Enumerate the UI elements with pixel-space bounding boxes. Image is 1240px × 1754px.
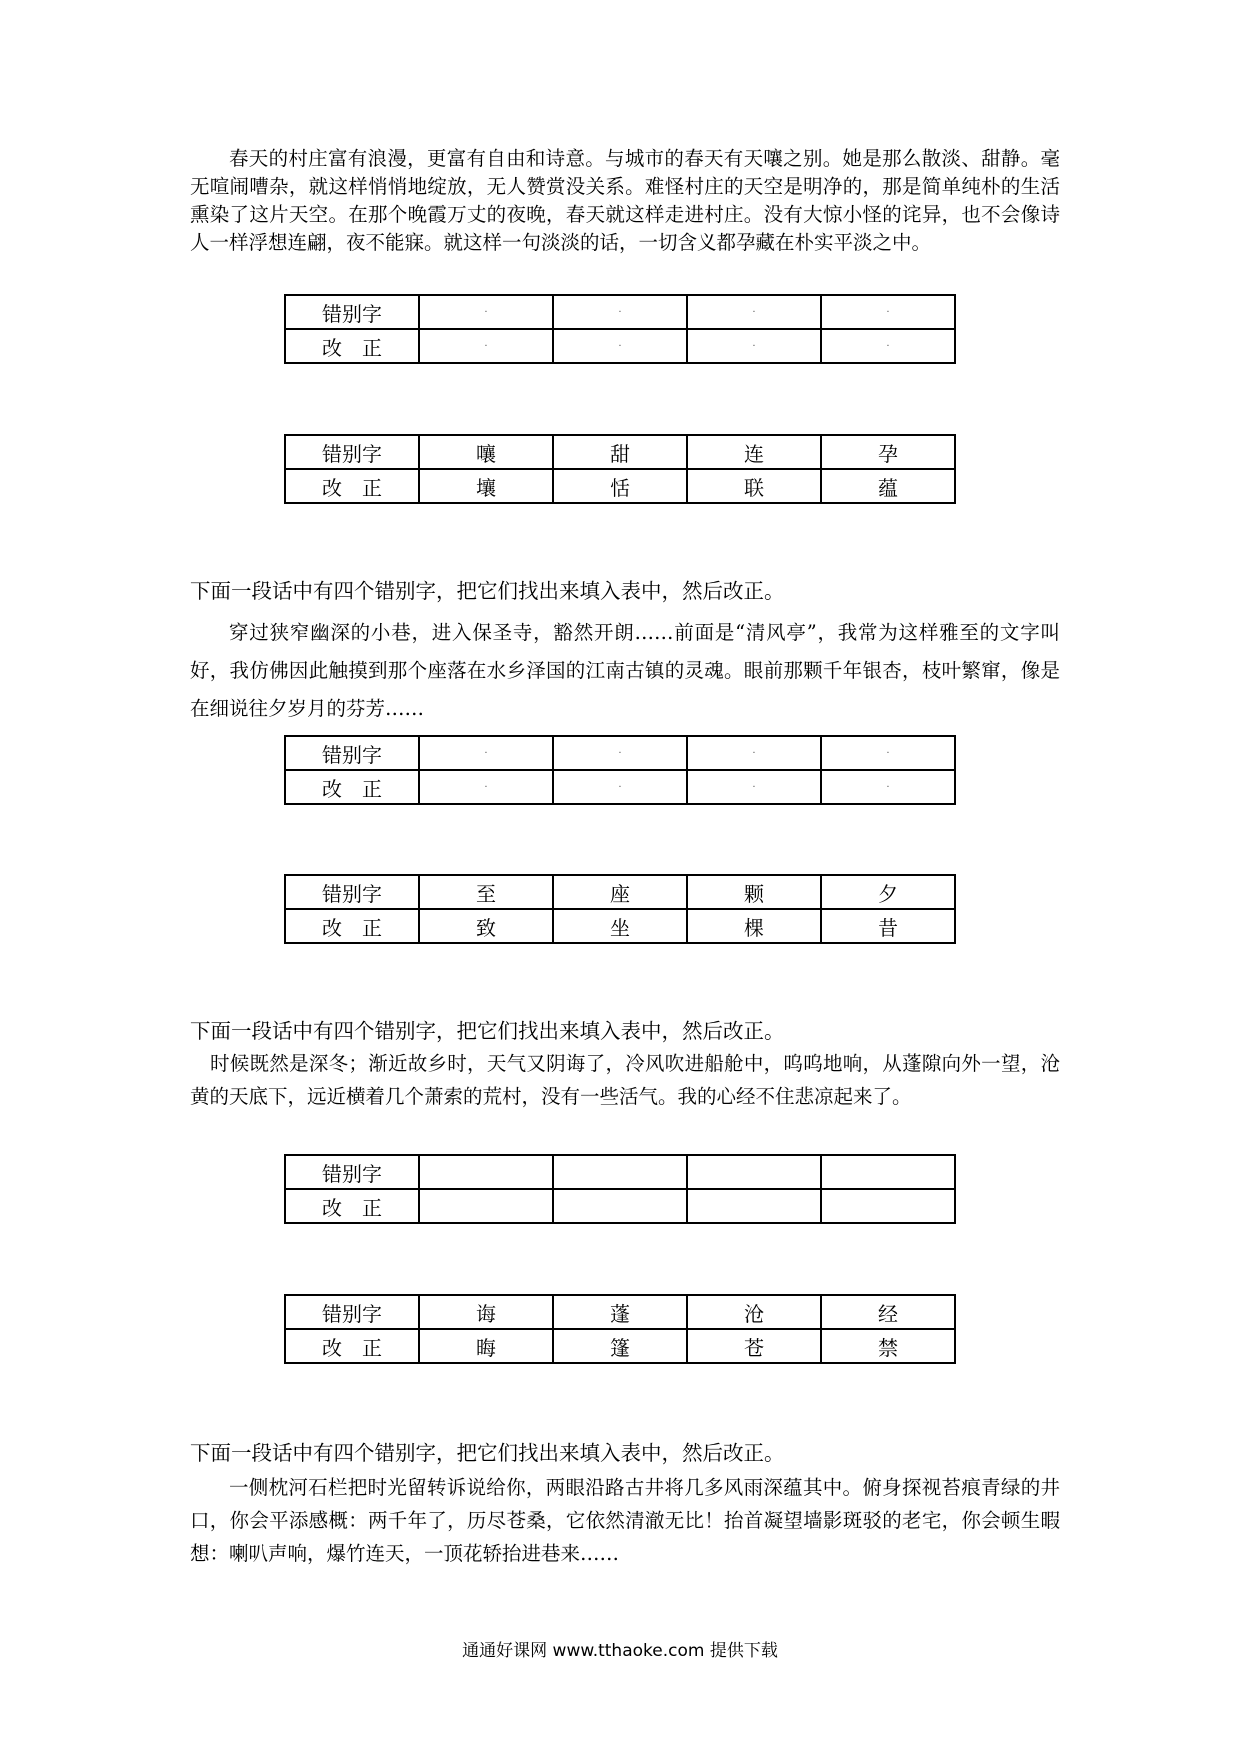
answer-cell: 篷 bbox=[553, 1329, 687, 1363]
answer-cell: 晦 bbox=[419, 1329, 553, 1363]
passage-4: 一侧枕河石栏把时光留转诉说给你，两眼沿路古井将几多风雨深蕴其中。俯身探视苔痕青绿的井口，你会平添感概：两千年了，历尽苍桑，它依然清澈无比！抬首凝望墙影斑驳的老宅，你会顿生暇想：喇叭声响，爆竹连天，一顶花轿抬进巷来…… bbox=[190, 1476, 1060, 1565]
answer-cell: 沧 bbox=[687, 1295, 821, 1329]
answer-cell: 联 bbox=[687, 469, 821, 503]
answer-cell: 蓬 bbox=[553, 1295, 687, 1329]
blank-cell[interactable]: · bbox=[821, 295, 955, 329]
instruction-3: 下面一段话中有四个错别字，把它们找出来填入表中，然后改正。 bbox=[190, 1019, 785, 1043]
blank-cell[interactable]: · bbox=[821, 770, 955, 804]
blank-table-3 bbox=[284, 1154, 956, 1224]
answer-cell: 座 bbox=[553, 875, 687, 909]
answer-cell: 蕴 bbox=[821, 469, 955, 503]
blank-cell[interactable]: · bbox=[821, 329, 955, 363]
label-correct: 改 正 bbox=[285, 909, 419, 943]
blank-cell[interactable] bbox=[687, 1155, 821, 1189]
answer-cell: 经 bbox=[821, 1295, 955, 1329]
answer-cell: 苍 bbox=[687, 1329, 821, 1363]
label-correct: 改 正 bbox=[285, 329, 419, 363]
answer-table-2 bbox=[284, 874, 956, 944]
label-correct: 改 正 bbox=[285, 1329, 419, 1363]
blank-cell[interactable] bbox=[687, 1189, 821, 1223]
passage-2: 穿过狭窄幽深的小巷，进入保圣寺，豁然开朗……前面是“清风亭”，我常为这样雅至的文字叫好，我仿佛因此触摸到那个座落在水乡泽国的江南古镇的灵魂。眼前那颗千年银杏，枝叶繁窜，像是在细说往夕岁月的芬芳…… bbox=[190, 621, 1060, 720]
blank-cell[interactable]: · bbox=[419, 329, 553, 363]
blank-cell[interactable]: · bbox=[553, 736, 687, 770]
blank-cell[interactable]: · bbox=[687, 736, 821, 770]
blank-cell[interactable] bbox=[821, 1189, 955, 1223]
answer-cell: 甜 bbox=[553, 435, 687, 469]
blank-cell[interactable]: · bbox=[553, 295, 687, 329]
label-correct: 改 正 bbox=[285, 469, 419, 503]
blank-cell[interactable] bbox=[419, 1155, 553, 1189]
answer-cell: 禁 bbox=[821, 1329, 955, 1363]
answer-cell: 恬 bbox=[553, 469, 687, 503]
blank-cell[interactable] bbox=[553, 1155, 687, 1189]
blank-cell[interactable] bbox=[553, 1189, 687, 1223]
blank-cell[interactable]: · bbox=[553, 329, 687, 363]
instruction-4: 下面一段话中有四个错别字，把它们找出来填入表中，然后改正。 bbox=[190, 1441, 785, 1465]
blank-cell[interactable]: · bbox=[687, 329, 821, 363]
instruction-2: 下面一段话中有四个错别字，把它们找出来填入表中，然后改正。 bbox=[190, 579, 785, 603]
blank-table-2 bbox=[284, 735, 956, 805]
answer-cell: 颗 bbox=[687, 875, 821, 909]
answer-cell: 坐 bbox=[553, 909, 687, 943]
answer-cell: 夕 bbox=[821, 875, 955, 909]
blank-cell[interactable] bbox=[821, 1155, 955, 1189]
footer: 通通好课网 www.tthaoke.com 提供下载 bbox=[462, 1641, 778, 1661]
blank-cell[interactable]: · bbox=[419, 295, 553, 329]
answer-cell: 嚷 bbox=[419, 435, 553, 469]
answer-cell: 棵 bbox=[687, 909, 821, 943]
blank-cell[interactable]: · bbox=[419, 770, 553, 804]
label-correct: 改 正 bbox=[285, 770, 419, 804]
label-wrong: 错别字 bbox=[285, 736, 419, 770]
label-wrong: 错别字 bbox=[285, 295, 419, 329]
answer-cell: 诲 bbox=[419, 1295, 553, 1329]
blank-cell[interactable]: · bbox=[687, 295, 821, 329]
answer-cell: 连 bbox=[687, 435, 821, 469]
blank-cell[interactable]: · bbox=[687, 770, 821, 804]
answer-cell: 至 bbox=[419, 875, 553, 909]
blank-cell[interactable] bbox=[419, 1189, 553, 1223]
label-wrong: 错别字 bbox=[285, 1295, 419, 1329]
blank-cell[interactable]: · bbox=[419, 736, 553, 770]
blank-cell[interactable]: · bbox=[821, 736, 955, 770]
answer-table-1 bbox=[284, 434, 956, 504]
answer-cell: 孕 bbox=[821, 435, 955, 469]
answer-cell: 致 bbox=[419, 909, 553, 943]
label-wrong: 错别字 bbox=[285, 875, 419, 909]
passage-3: 时候既然是深冬；渐近故乡时，天气又阴诲了，冷风吹进船舱中，呜呜地响，从蓬隙向外一望，沧黄的天底下，远近横着几个萧索的荒村，没有一些活气。我的心经不住悲凉起来了。 bbox=[190, 1052, 1060, 1108]
blank-table-1 bbox=[284, 294, 956, 364]
label-wrong: 错别字 bbox=[285, 435, 419, 469]
label-correct: 改 正 bbox=[285, 1189, 419, 1223]
answer-table-3 bbox=[284, 1294, 956, 1364]
answer-cell: 壤 bbox=[419, 469, 553, 503]
label-wrong: 错别字 bbox=[285, 1155, 419, 1189]
answer-cell: 昔 bbox=[821, 909, 955, 943]
blank-cell[interactable]: · bbox=[553, 770, 687, 804]
passage-1: 春天的村庄富有浪漫，更富有自由和诗意。与城市的春天有天嚷之别。她是那么散淡、甜静。毫无喧闹嘈杂，就这样悄悄地绽放，无人赞赏没关系。难怪村庄的天空是明净的，那是简单纯朴的生活熏染了这片天空。在那个晚霞万丈的夜晚，春天就这样走进村庄。没有大惊小怪的诧异，也不会像诗人一样浮想连翩，夜不能寐。就这样一句淡淡的话，一切含义都孕藏在朴实平淡之中。 bbox=[190, 147, 1060, 254]
